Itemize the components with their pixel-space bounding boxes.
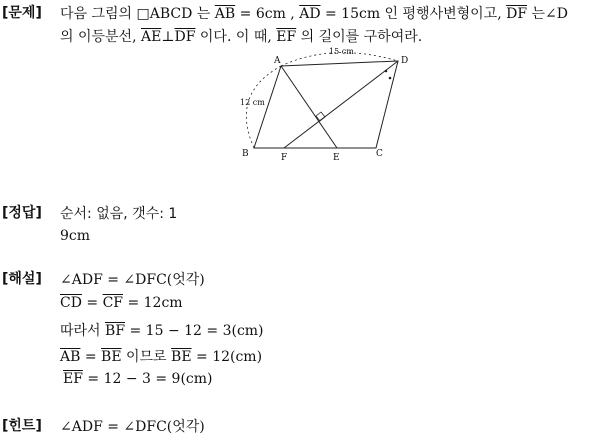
problem-text: 의 길이를 구하여라.	[296, 29, 423, 45]
segment-cf: $\overline{CF}$	[102, 295, 124, 311]
segment-ae-line	[281, 66, 337, 148]
problem-text: 다음 그림의 □ABCD 는	[60, 6, 215, 22]
label-e: E	[333, 153, 340, 163]
segment-ab: $\overline{AB}$	[214, 6, 236, 22]
perp-symbol: ⊥	[161, 29, 175, 45]
segment-df: $\overline{DF}$	[506, 6, 528, 22]
explanation-tag: [해설]	[2, 271, 42, 287]
explanation-line-4	[60, 346, 262, 366]
answer-tag: [정답]	[2, 205, 42, 221]
label-c: C	[376, 149, 383, 159]
length-ad-label: 15 cm	[329, 47, 354, 56]
segment-ad: $\overline{AD}$	[299, 6, 321, 22]
connector-text: 이므로	[121, 349, 172, 365]
problem-line-1	[60, 3, 568, 23]
hint-line-1: ∠ADF = ∠DFC(엇각)	[60, 419, 205, 435]
problem-text: = 6cm ,	[235, 6, 300, 22]
explanation-line-1: ∠ADF = ∠DFC(엇각)	[60, 272, 205, 288]
problem-text: 이다. 이 때,	[195, 29, 277, 45]
segment-df-line	[284, 61, 398, 148]
problem-line-2	[60, 26, 422, 46]
parallelogram-figure	[238, 46, 428, 168]
value-text: = 12cm	[123, 295, 183, 311]
hint-tag: [힌트]	[2, 418, 42, 434]
angle-dot	[389, 77, 392, 80]
segment-df: $\overline{DF}$	[174, 29, 196, 45]
parallelogram-outline	[254, 61, 398, 148]
arc-ab	[246, 66, 281, 148]
answer-line-1: 순서: 없음, 갯수: 1	[60, 206, 178, 222]
segment-ef: $\overline{EF}$	[63, 371, 83, 387]
segment-cd: $\overline{CD}$	[60, 295, 82, 311]
value-text: = 12(cm)	[191, 349, 263, 365]
segment-ae: $\overline{AE}$	[140, 29, 162, 45]
segment-ab: $\overline{AB}$	[60, 349, 81, 365]
equals-text: =	[80, 349, 102, 365]
angle-dot	[385, 70, 388, 73]
value-text: = 12 − 3 = 9(cm)	[82, 371, 213, 387]
label-b: B	[242, 149, 249, 159]
problem-text: 의 이등분선,	[60, 29, 141, 45]
explanation-line-5	[63, 371, 213, 387]
length-ab-label: 12 cm	[240, 98, 265, 107]
segment-ef: $\overline{EF}$	[276, 29, 297, 45]
explanation-line-3	[60, 320, 264, 340]
label-f: F	[281, 153, 288, 163]
problem-tag: [문제]	[2, 5, 42, 21]
answer-line-2: 9cm	[60, 228, 91, 244]
problem-text: = 15cm 인 평행사변형이고,	[320, 6, 507, 22]
equals-text: =	[81, 295, 103, 311]
label-a: A	[274, 56, 281, 66]
segment-be: $\overline{BE}$	[171, 349, 192, 365]
explanation-line-2	[60, 295, 183, 311]
label-d: D	[401, 56, 409, 66]
segment-be: $\overline{BE}$	[101, 349, 122, 365]
segment-bf: $\overline{BF}$	[105, 323, 126, 339]
value-text: = 15 − 12 = 3(cm)	[125, 323, 264, 339]
problem-text: 는∠D	[527, 6, 568, 22]
prefix-text: 따라서	[60, 323, 106, 339]
